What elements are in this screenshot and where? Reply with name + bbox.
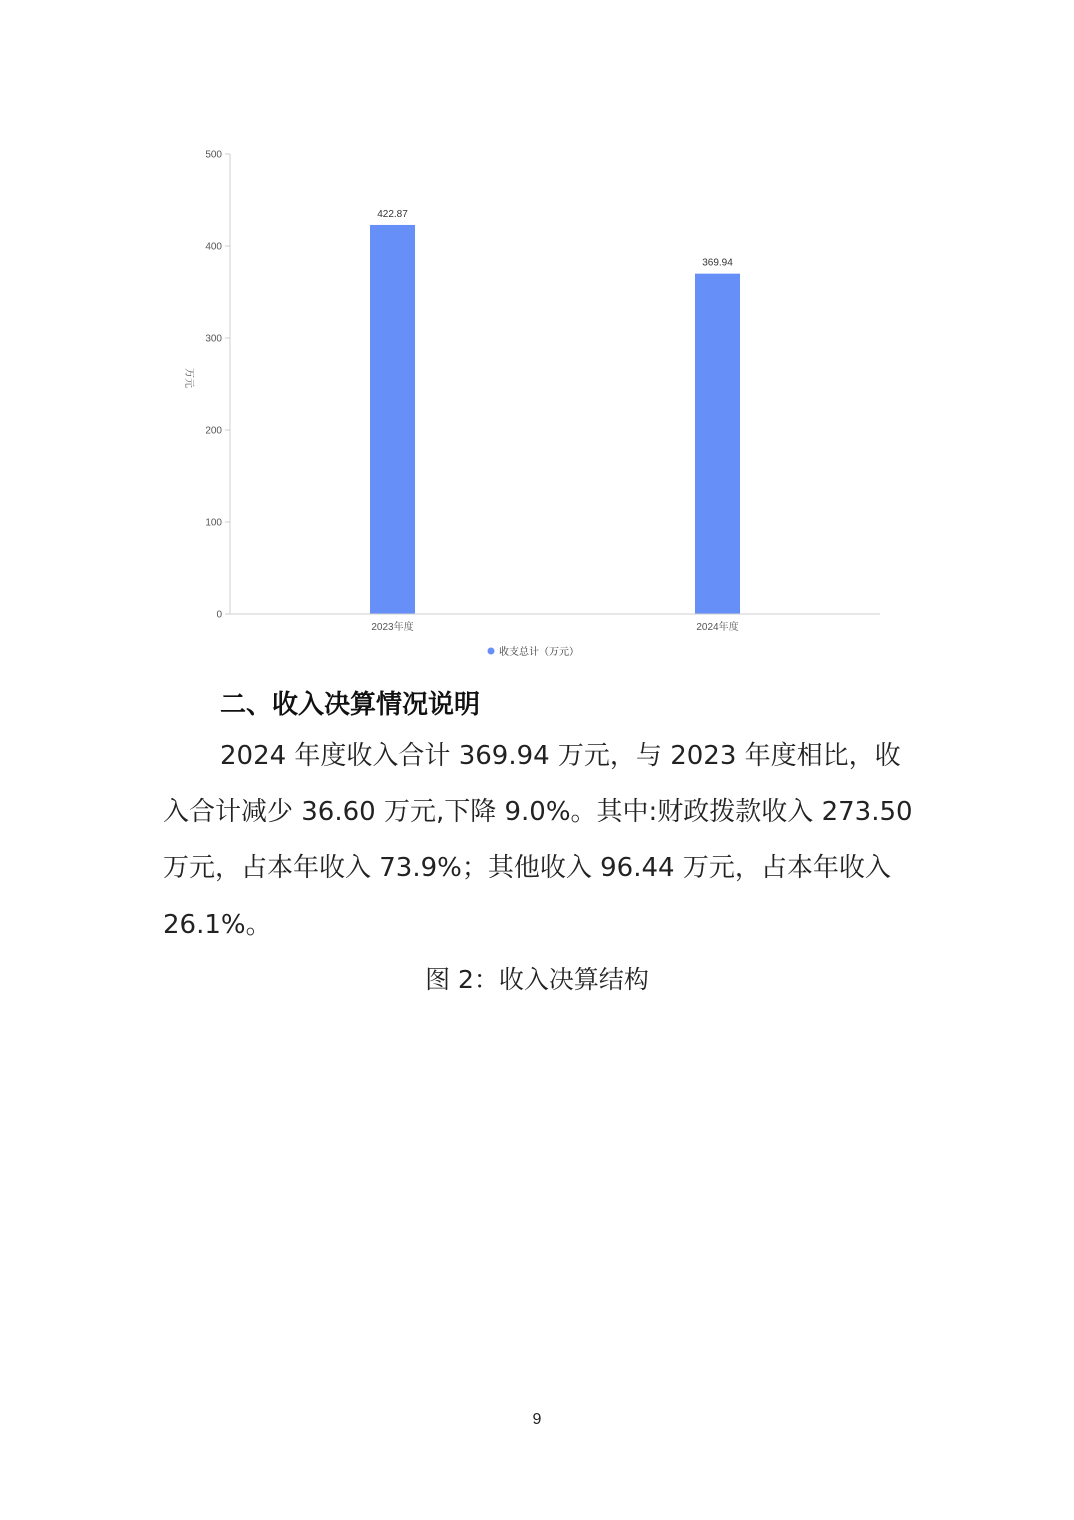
figure-caption: 图 2：收入决算结构 xyxy=(425,965,649,994)
body-text-line-1: 2024 年度收入合计 369.94 万元，与 2023 年度相比，收 xyxy=(220,741,901,771)
bar xyxy=(695,274,740,614)
bar-chart xyxy=(0,0,1074,670)
x-tick-label: 2023年度 xyxy=(371,622,414,633)
body-text-line-3: 万元，占本年收入 73.9%；其他收入 96.44 万元，占本年收入 xyxy=(163,853,891,883)
section-heading: 二、收入决算情况说明 xyxy=(220,690,481,720)
y-tick-label: 200 xyxy=(205,425,222,437)
page-number: 9 xyxy=(532,1411,542,1428)
y-tick-label: 100 xyxy=(205,517,222,529)
y-tick-label: 400 xyxy=(205,241,222,253)
bar xyxy=(370,225,415,614)
data-label: 422.87 xyxy=(377,208,408,220)
bars xyxy=(370,209,740,614)
data-label: 369.94 xyxy=(702,257,733,269)
y-tick-label: 0 xyxy=(216,609,222,621)
y-tick-label: 300 xyxy=(205,333,222,345)
y-axis xyxy=(205,150,230,621)
body-text-line-2: 入合计减少 36.60 万元,下降 9.0%。其中:财政拨款收入 273.50 xyxy=(163,797,913,827)
x-axis xyxy=(230,614,880,633)
body-text-line-4: 26.1%。 xyxy=(163,910,272,940)
legend xyxy=(488,645,580,658)
legend-label: 收支总计（万元） xyxy=(499,647,579,658)
y-axis-label: 万元 xyxy=(183,368,194,388)
x-tick-label: 2024年度 xyxy=(696,622,739,633)
legend-marker xyxy=(488,648,495,655)
y-tick-label: 500 xyxy=(205,149,222,161)
